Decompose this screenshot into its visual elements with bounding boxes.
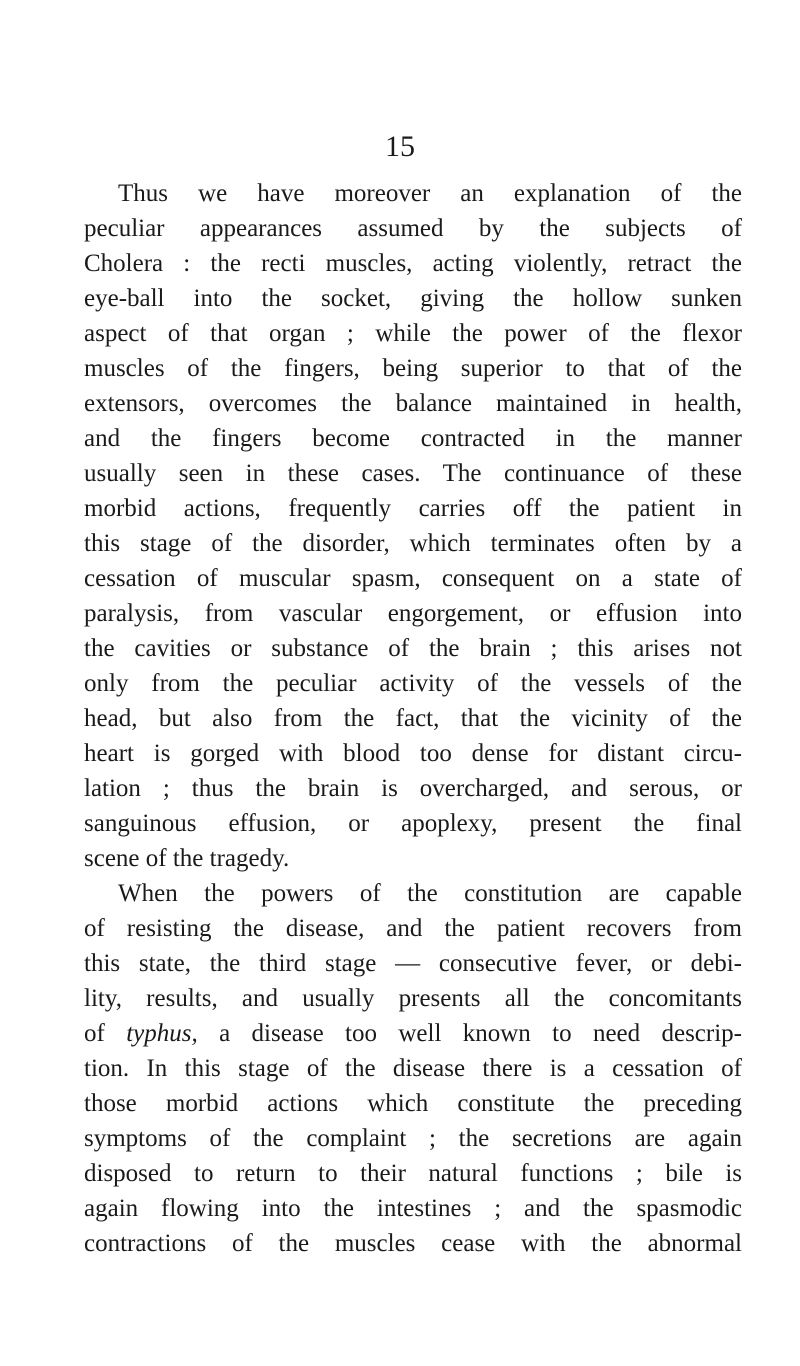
- text-line: of resisting the disease, and the patient recovers from: [84, 915, 742, 942]
- text-line: muscles of the fingers, being superior to that of the: [84, 355, 742, 382]
- text-line: contractions of the muscles cease with the abnormal: [84, 1230, 742, 1257]
- text-line: aspect of that organ ; while the power of the flexor: [84, 320, 742, 347]
- text-segment: a disease too well known to need descrip-: [197, 1020, 742, 1047]
- text-line: again flowing into the intestines ; and the spasmodic: [84, 1195, 742, 1222]
- text-line: the cavities or substance of the brain ; this arises not: [84, 635, 742, 662]
- text-line: heart is gorged with blood too dense for distant circu-: [84, 740, 742, 767]
- text-line: Thus we have moreover an explanation of the: [118, 180, 742, 207]
- text-line: cessation of muscular spasm, consequent on a state of: [84, 565, 742, 592]
- text-line: paralysis, from vascular engorgement, or effusion into: [84, 600, 742, 627]
- text-line: morbid actions, frequently carries off the patient in: [84, 495, 742, 522]
- page-number: 15: [385, 130, 415, 163]
- text-line: scene of the tragedy.: [84, 845, 290, 872]
- text-line: eye-ball into the socket, giving the hollow sunken: [84, 285, 742, 312]
- text-line: symptoms of the complaint ; the secretions are again: [84, 1125, 742, 1152]
- text-segment: of: [84, 1020, 127, 1047]
- text-line: those morbid actions which constitute the preceding: [84, 1090, 742, 1117]
- text-line: head, but also from the fact, that the vicinity of the: [84, 705, 742, 732]
- italic-term: typhus,: [126, 1020, 198, 1047]
- text-line: only from the peculiar activity of the vessels of the: [84, 670, 742, 697]
- text-line: tion. In this stage of the disease there is a cessation of: [84, 1055, 742, 1082]
- text-line: this stage of the disorder, which terminates often by a: [84, 530, 742, 557]
- text-line: peculiar appearances assumed by the subjects of: [84, 215, 742, 242]
- text-line: usually seen in these cases. The continuance of these: [84, 460, 742, 487]
- text-line: [84, 1016, 742, 1051]
- text-line: Cholera : the recti muscles, acting violently, retract the: [84, 250, 742, 277]
- text-line: disposed to return to their natural functions ; bile is: [84, 1160, 742, 1187]
- text-line: lation ; thus the brain is overcharged, and serous, or: [84, 775, 742, 802]
- text-line: When the powers of the constitution are capable: [118, 880, 742, 907]
- text-line: this state, the third stage — consecutive fever, or debi-: [84, 950, 742, 977]
- text-line: extensors, overcomes the balance maintained in health,: [84, 390, 742, 417]
- text-line: and the fingers become contracted in the manner: [84, 425, 742, 452]
- text-line: sanguinous effusion, or apoplexy, present the final: [84, 810, 742, 837]
- text-line: lity, results, and usually presents all the concomitants: [84, 985, 742, 1012]
